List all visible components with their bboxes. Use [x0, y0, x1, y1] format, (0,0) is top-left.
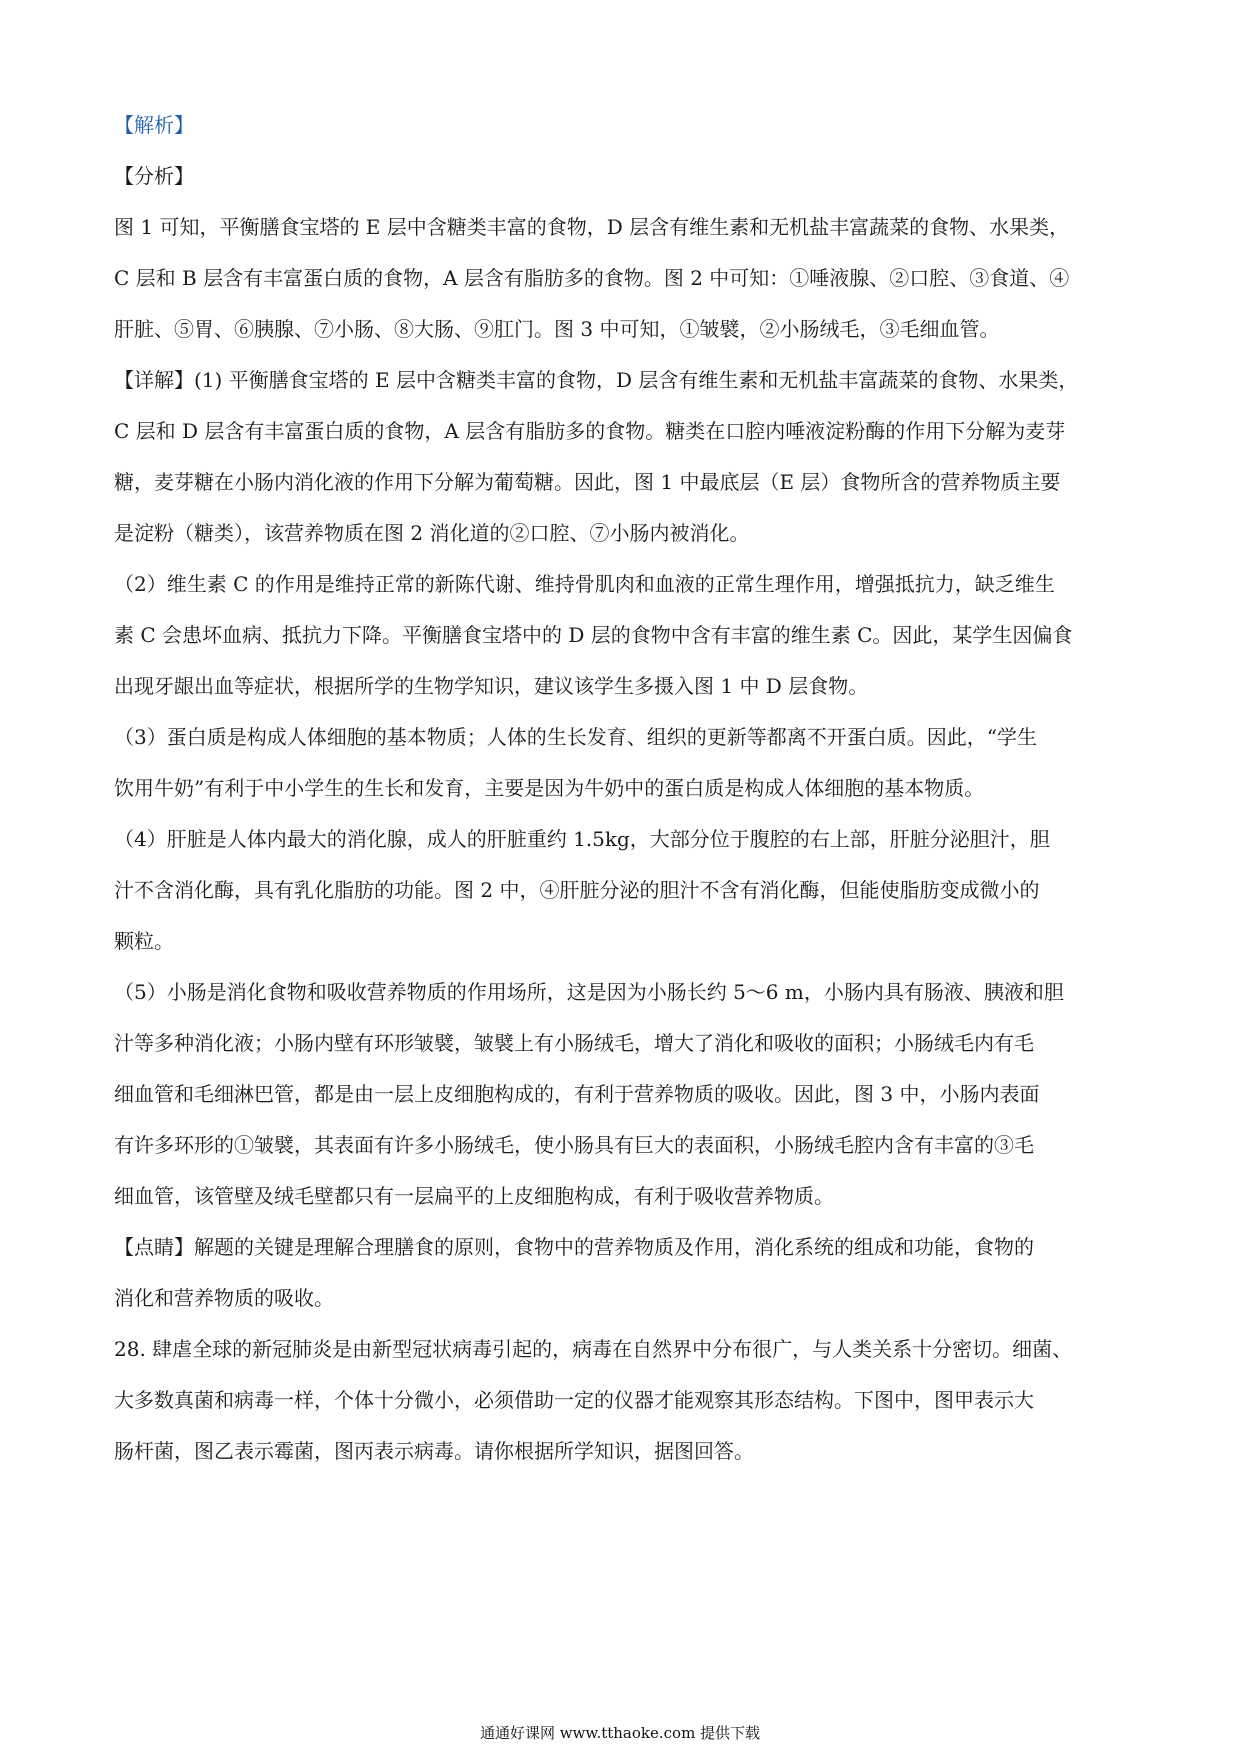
- text-line: 糖，麦芽糖在小肠内消化液的作用下分解为葡萄糖。因此，图 1 中最底层（E 层）食物所含的营养物质主要: [114, 470, 1061, 494]
- text-line: （3）蛋白质是构成人体细胞的基本物质；人体的生长发育、组织的更新等都离不开蛋白质。因此，“学生: [114, 725, 1037, 749]
- text-line: 消化和营养物质的吸收。: [114, 1286, 334, 1310]
- question-line: 28. 肆虐全球的新冠肺炎是由新型冠状病毒引起的，病毒在自然界中分布很广，与人类关系十分密切。细菌、: [114, 1337, 1073, 1361]
- text-line: （4）肝脏是人体内最大的消化腺，成人的肝脏重约 1.5kg，大部分位于腹腔的右上部，肝脏分泌胆汁，胆: [114, 827, 1050, 851]
- text-line: 素 C 会患坏血病、抵抗力下降。平衡膳食宝塔中的 D 层的食物中含有丰富的维生素 C。因此，某学生因偏食: [114, 623, 1073, 647]
- text-line: 出现牙龈出血等症状，根据所学的生物学知识，建议该学生多摄入图 1 中 D 层食物。: [114, 674, 869, 698]
- text-line: 肝脏、⑤胃、⑥胰腺、⑦小肠、⑧大肠、⑨肛门。图 3 中可知，①皱襞，②小肠绒毛，③毛细血管。: [114, 317, 1000, 341]
- text-line: 【点睛】解题的关键是理解合理膳食的原则，食物中的营养物质及作用，消化系统的组成和功能，食物的: [114, 1235, 1034, 1259]
- heading-fenxi: 【分析】: [114, 164, 194, 188]
- text-line: 细血管和毛细淋巴管，都是由一层上皮细胞构成的，有利于营养物质的吸收。因此，图 3 中，小肠内表面: [114, 1082, 1040, 1106]
- text-line: 有许多环形的①皱襞，其表面有许多小肠绒毛，使小肠具有巨大的表面积，小肠绒毛腔内含有丰富的③毛: [114, 1133, 1034, 1157]
- page-footer: 通通好课网 www.tthaoke.com 提供下载: [479, 1724, 761, 1742]
- text-line: （2）维生素 C 的作用是维持正常的新陈代谢、维持骨肌肉和血液的正常生理作用，增强抵抗力，缺乏维生: [114, 572, 1055, 596]
- question-line: 肠杆菌，图乙表示霉菌，图丙表示病毒。请你根据所学知识，据图回答。: [114, 1439, 754, 1463]
- text-line: C 层和 B 层含有丰富蛋白质的食物，A 层含有脂肪多的食物。图 2 中可知：①唾液腺、②口腔、③食道、④: [114, 266, 1070, 290]
- document-body: [114, 100, 1130, 1477]
- text-line: 是淀粉（糖类），该营养物质在图 2 消化道的②口腔、⑦小肠内被消化。: [114, 521, 750, 545]
- text-line: 汁不含消化酶，具有乳化脂肪的功能。图 2 中，④肝脏分泌的胆汁不含有消化酶，但能使脂肪变成微小的: [114, 878, 1040, 902]
- heading-jiexi: 【解析】: [114, 113, 194, 137]
- question-line: 大多数真菌和病毒一样，个体十分微小，必须借助一定的仪器才能观察其形态结构。下图中，图甲表示大: [114, 1388, 1034, 1412]
- text-line: （5）小肠是消化食物和吸收营养物质的作用场所，这是因为小肠长约 5～6 m，小肠内具有肠液、胰液和胆: [114, 980, 1064, 1004]
- text-line: 汁等多种消化液；小肠内壁有环形皱襞，皱襞上有小肠绒毛，增大了消化和吸收的面积；小肠绒毛内有毛: [114, 1031, 1034, 1055]
- text-line: C 层和 D 层含有丰富蛋白质的食物，A 层含有脂肪多的食物。糖类在口腔内唾液淀粉酶的作用下分解为麦芽: [114, 419, 1066, 443]
- text-line: 细血管，该管壁及绒毛壁都只有一层扁平的上皮细胞构成，有利于吸收营养物质。: [114, 1184, 834, 1208]
- text-line: 【详解】(1) 平衡膳食宝塔的 E 层中含糖类丰富的食物，D 层含有维生素和无机盐丰富蔬菜的食物、水果类，: [114, 368, 1079, 392]
- text-line: 饮用牛奶”有利于中小学生的生长和发育，主要是因为牛奶中的蛋白质是构成人体细胞的基本物质。: [114, 776, 985, 800]
- text-line: 图 1 可知，平衡膳食宝塔的 E 层中含糖类丰富的食物，D 层含有维生素和无机盐丰富蔬菜的食物、水果类，: [114, 215, 1070, 239]
- text-line: 颗粒。: [114, 929, 174, 953]
